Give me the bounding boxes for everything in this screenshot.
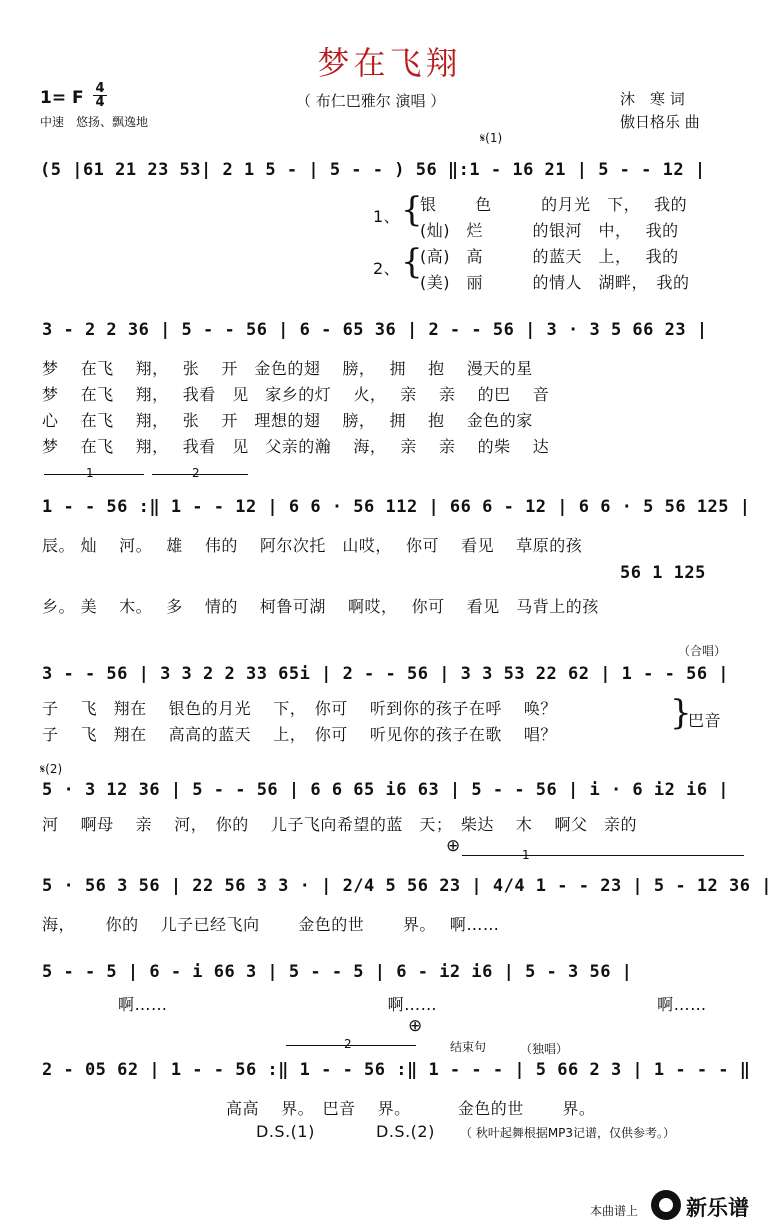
lyric-row-4-line-2: 子 飞 翔在 高高的蓝天 上， 你可 听见你的孩子在歌 唱？ — [42, 725, 557, 744]
lyric-row-2-line-1: 梦 在飞 翔， 张 开 金色的翅 膀， 拥 抱 漫天的星 — [42, 359, 533, 378]
lyric-row-7-line-1: 啊…… 啊…… 啊…… — [118, 995, 707, 1014]
lyric-row-2-line-3: 心 在飞 翔， 张 开 理想的翅 膀， 拥 抱 金色的家 — [42, 411, 533, 430]
notation-row-5: 5 · 3 12 36 | 5 - - 56 | 6 6 65 i6 63 | 5 - - 56 | i · 6 i2 i6 | — [42, 780, 730, 800]
verse-marker-1: 1、 — [373, 207, 401, 226]
first-lyric-line-2: (灿) 烂 的银河 中， 我的 — [420, 221, 679, 240]
brand-name: 新乐谱 — [686, 1196, 749, 1220]
notation-row-1: (5 |61 21 23 53| 2 1 5 - | 5 - - ) 56 ‖:1 - 16 21 | 5 - - 12 | — [40, 160, 706, 180]
brace-icon: { — [401, 190, 423, 230]
lyric-row-2-line-2: 梦 在飞 翔， 我看 见 家乡的灯 火， 亲 亲 的巴 音 — [42, 385, 550, 404]
volta-2-label: 2 — [192, 466, 200, 480]
lyric-row-3-line-2: 乡。 美 木。 多 情的 柯鲁可湖 啊哎， 你可 看见 马背上的孩 — [42, 597, 599, 616]
time-signature-top: 4 — [95, 81, 105, 96]
tempo-marking: 中速 悠扬、飘逸地 — [40, 115, 149, 129]
chorus-label: （合唱） — [678, 644, 727, 658]
ending-label: 结束句 — [450, 1040, 487, 1054]
song-title: 梦在飞翔 — [317, 44, 462, 82]
lyric-row-8-line-1: 高高 界。 巴音 界。 金色的世 界。 — [226, 1099, 596, 1118]
lyric-row-6-line-1: 海， 你的 儿子已经飞向 金色的世 界。 啊…… — [42, 915, 500, 934]
coda-icon: ⊕ — [446, 836, 461, 856]
brace-icon: { — [401, 242, 423, 282]
lyric-row-2-line-4: 梦 在飞 翔， 我看 见 父亲的瀚 海， 亲 亲 的柴 达 — [42, 437, 550, 456]
ds1-mark: D.S.(1) — [256, 1122, 315, 1141]
notation-row-2: 3 - 2 2 36 | 5 - - 56 | 6 - 65 36 | 2 - - 56 | 3 · 3 5 66 23 | — [42, 320, 708, 340]
segno-mark-2: 𝄋(2) — [40, 762, 63, 776]
segno-mark-1: 𝄋(1) — [480, 131, 503, 145]
volta-4-label: 2 — [344, 1037, 352, 1051]
lyric-row-5-line-1: 河 啊母 亲 河， 你的 儿子飞向希望的蓝 天； 柴达 木 啊父 亲的 — [42, 815, 638, 834]
first-lyric-line-1: 银 色 的月光 下， 我的 — [420, 195, 688, 214]
notation-row-3: 1 - - 56 :‖ 1 - - 12 | 6 6 · 56 112 | 66 6 - 12 | 6 6 · 5 56 125 | — [42, 497, 751, 517]
key-signature: 1= F — [40, 88, 84, 108]
lyric-row-4-line-1: 子 飞 翔在 银色的月光 下， 你可 听到你的孩子在呼 唤？ — [42, 699, 557, 718]
solo-label: （独唱） — [520, 1042, 569, 1056]
footer-caption: 本曲谱上 — [590, 1204, 639, 1218]
notation-row-8: 2 - 05 62 | 1 - - 56 :‖ 1 - - 56 :‖ 1 - - - | 5 66 2 3 | 1 - - - ‖ — [42, 1060, 751, 1080]
record-logo-icon — [651, 1190, 681, 1220]
volta-bracket-2 — [152, 474, 248, 475]
notation-row-6: 5 · 56 3 56 | 22 56 3 3 · | 2/4 5 56 23 | 4/4 1 - - 23 | 5 - 12 36 | — [42, 876, 772, 896]
chorus-aside: 巴音 — [688, 711, 722, 730]
first-lyric-line-4: (美) 丽 的情人 湖畔， 我的 — [420, 273, 690, 292]
time-signature — [93, 82, 107, 109]
volta-1-label: 1 — [86, 466, 94, 480]
singer-credit: （ 布仁巴雅尔 演唱 ） — [296, 92, 446, 110]
composer-credit: 傲日格乐 曲 — [620, 113, 700, 131]
alt-notation-row-3: 56 1 125 — [620, 563, 706, 583]
notation-row-7: 5 - - 5 | 6 - i 66 3 | 5 - - 5 | 6 - i2 i6 | 5 - 3 56 | — [42, 962, 633, 982]
coda-icon: ⊕ — [408, 1016, 423, 1036]
lyricist-credit: 沐 寒 词 — [620, 90, 685, 108]
volta-3-label: 1 — [522, 848, 530, 862]
time-signature-bottom: 4 — [93, 95, 107, 109]
first-lyric-line-3: (高) 高 的蓝天 上， 我的 — [420, 247, 679, 266]
volta-bracket-1 — [44, 474, 144, 475]
lyric-row-3-line-1: 辰。 灿 河。 雄 伟的 阿尔次托 山哎， 你可 看见 草原的孩 — [42, 536, 583, 555]
verse-marker-2: 2、 — [373, 259, 401, 278]
volta-bracket-3 — [462, 855, 744, 856]
brace-icon: } — [670, 693, 692, 733]
ds2-mark: D.S.(2) — [376, 1122, 435, 1141]
transcription-note: （ 秋叶起舞根据MP3记谱，仅供参考。） — [460, 1126, 676, 1140]
notation-row-4: 3 - - 56 | 3 3 2 2 33 65i | 2 - - 56 | 3 3 53 22 62 | 1 - - 56 | — [42, 664, 730, 684]
